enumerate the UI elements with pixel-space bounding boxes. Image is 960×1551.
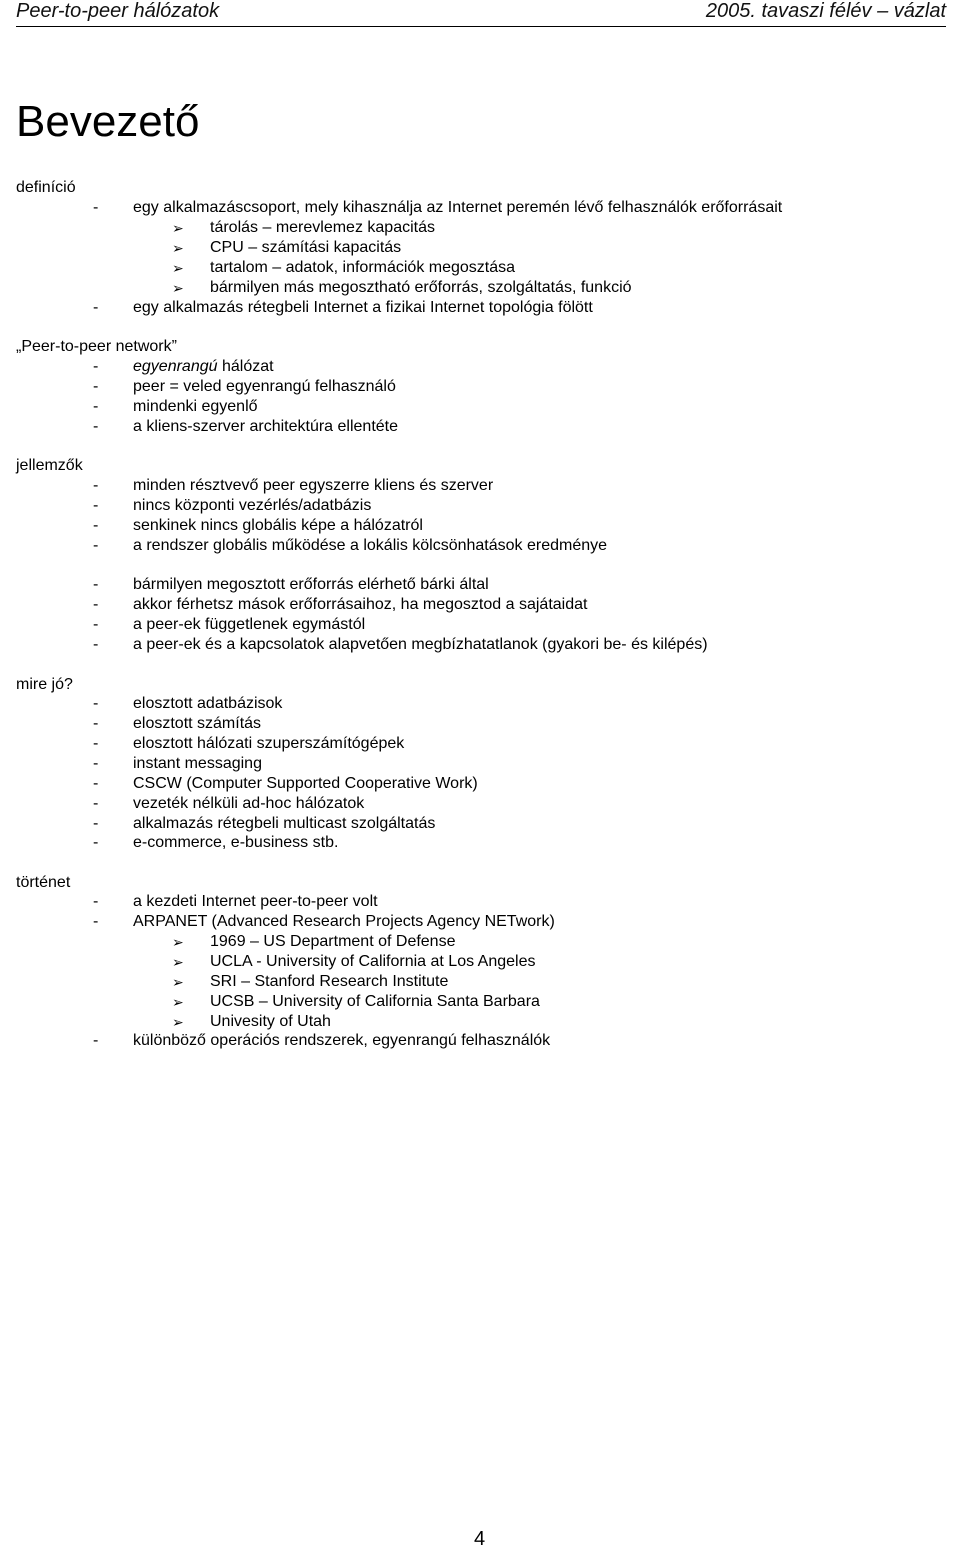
sub-list-item: SRI – Stanford Research Institute xyxy=(210,973,449,990)
arrow-bullet-icon: ➢ xyxy=(172,260,184,276)
header-course-title: Peer-to-peer hálózatok xyxy=(16,0,220,22)
list-item: a peer-ek függetlenek egymástól xyxy=(133,616,366,633)
sub-list-item: bármilyen más megosztható erőforrás, szolgáltatás, funkció xyxy=(210,279,632,296)
list-item: nincs központi vezérlés/adatbázis xyxy=(133,497,372,514)
dash-bullet: - xyxy=(93,795,99,812)
dash-bullet: - xyxy=(93,596,99,613)
list-item: a rendszer globális működése a lokális kölcsönhatások eredménye xyxy=(133,537,608,554)
list-item: CSCW (Computer Supported Cooperative Work) xyxy=(133,775,478,792)
arrow-bullet-icon: ➢ xyxy=(172,1014,184,1030)
sub-list-item: Univesity of Utah xyxy=(210,1013,331,1030)
list-item: vezeték nélküli ad-hoc hálózatok xyxy=(133,795,365,812)
list-item: a kezdeti Internet peer-to-peer volt xyxy=(133,893,378,910)
dash-bullet: - xyxy=(93,616,99,633)
page-number: 4 xyxy=(474,1528,486,1550)
list-item: elosztott hálózati szuperszámítógépek xyxy=(133,735,405,752)
list-item: senkinek nincs globális képe a hálózatról xyxy=(133,517,423,534)
arrow-bullet-icon: ➢ xyxy=(172,280,184,296)
list-item: egy alkalmazás rétegbeli Internet a fizikai Internet topológia fölött xyxy=(133,299,593,316)
list-item-text: hálózat xyxy=(217,358,274,375)
list-item: peer = veled egyenrangú felhasználó xyxy=(133,378,396,395)
emphasis-text: egyenrangú xyxy=(133,358,218,375)
list-item: a peer-ek és a kapcsolatok alapvetően megbízhatatlanok (gyakori be- és kilépés) xyxy=(133,636,708,653)
dash-bullet: - xyxy=(93,815,99,832)
header-semester: 2005. tavaszi félév – vázlat xyxy=(705,0,946,22)
page-header xyxy=(16,0,946,27)
dash-bullet: - xyxy=(93,695,99,712)
arrow-bullet-icon: ➢ xyxy=(172,994,184,1010)
sub-list-item: tartalom – adatok, információk megosztása xyxy=(210,259,516,276)
dash-bullet: - xyxy=(93,497,99,514)
dash-bullet: - xyxy=(93,299,99,316)
dash-bullet: - xyxy=(93,398,99,415)
dash-bullet: - xyxy=(93,576,99,593)
list-item: mindenki egyenlő xyxy=(133,398,258,415)
section-label-p2p: „Peer-to-peer network” xyxy=(16,338,177,355)
dash-bullet: - xyxy=(93,893,99,910)
list-item: ARPANET (Advanced Research Projects Agency NETwork) xyxy=(133,913,555,930)
dash-bullet: - xyxy=(93,636,99,653)
arrow-bullet-icon: ➢ xyxy=(172,974,184,990)
dash-bullet: - xyxy=(93,775,99,792)
dash-bullet: - xyxy=(93,378,99,395)
list-item: egy alkalmazáscsoport, mely kihasználja az Internet peremén lévő felhasználók erőforrásait xyxy=(133,199,783,216)
list-item: bármilyen megosztott erőforrás elérhető bárki által xyxy=(133,576,489,593)
sub-list-item: 1969 – US Department of Defense xyxy=(210,933,456,950)
dash-bullet: - xyxy=(93,834,99,851)
list-item: elosztott adatbázisok xyxy=(133,695,283,712)
list-item: a kliens-szerver architektúra ellentéte xyxy=(133,418,399,435)
list-item: különböző operációs rendszerek, egyenrangú felhasználók xyxy=(133,1032,551,1049)
list-item: instant messaging xyxy=(133,755,262,772)
list-item: akkor férhetsz mások erőforrásaihoz, ha megosztod a sajátaidat xyxy=(133,596,588,613)
arrow-bullet-icon: ➢ xyxy=(172,934,184,950)
arrow-bullet-icon: ➢ xyxy=(172,954,184,970)
list-item: e-commerce, e-business stb. xyxy=(133,834,339,851)
dash-bullet: - xyxy=(93,755,99,772)
sub-list-item: tárolás – merevlemez kapacitás xyxy=(210,219,435,236)
list-item xyxy=(133,357,274,377)
dash-bullet: - xyxy=(93,358,99,375)
list-item: alkalmazás rétegbeli multicast szolgáltatás xyxy=(133,815,436,832)
dash-bullet: - xyxy=(93,477,99,494)
section-label-definicio: definíció xyxy=(16,179,76,196)
dash-bullet: - xyxy=(93,517,99,534)
sub-list-item: UCLA - University of California at Los Angeles xyxy=(210,953,536,970)
dash-bullet: - xyxy=(93,735,99,752)
section-label-tortenet: történet xyxy=(16,874,71,891)
list-item: minden résztvevő peer egyszerre kliens és szerver xyxy=(133,477,494,494)
dash-bullet: - xyxy=(93,537,99,554)
list-item: elosztott számítás xyxy=(133,715,262,732)
arrow-bullet-icon: ➢ xyxy=(172,240,184,256)
dash-bullet: - xyxy=(93,418,99,435)
dash-bullet: - xyxy=(93,913,99,930)
sub-list-item: UCSB – University of California Santa Barbara xyxy=(210,993,540,1010)
sub-list-item: CPU – számítási kapacitás xyxy=(210,239,402,256)
dash-bullet: - xyxy=(93,715,99,732)
section-label-mire: mire jó? xyxy=(16,676,73,693)
page-title: Bevezető xyxy=(16,97,200,146)
arrow-bullet-icon: ➢ xyxy=(172,220,184,236)
dash-bullet: - xyxy=(93,199,99,216)
dash-bullet: - xyxy=(93,1032,99,1049)
section-label-jellemzok: jellemzők xyxy=(16,457,83,474)
